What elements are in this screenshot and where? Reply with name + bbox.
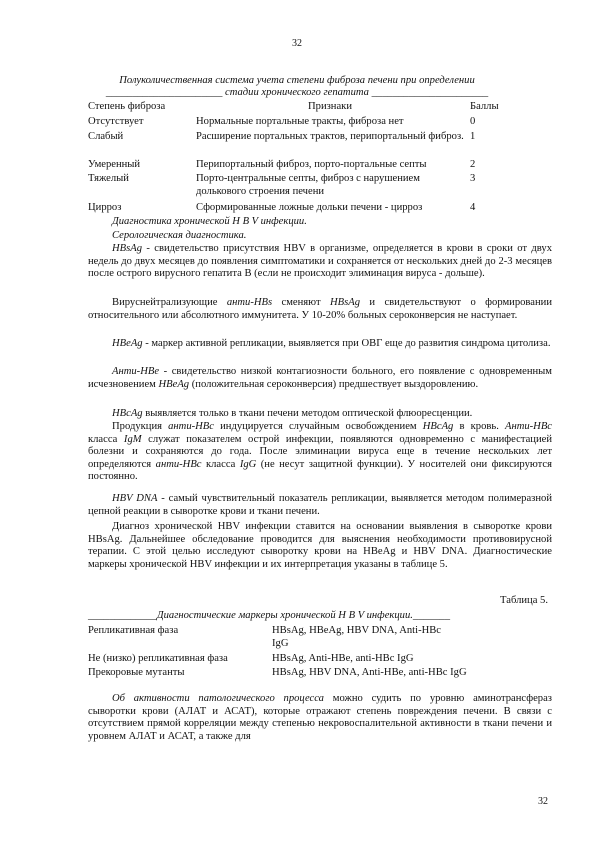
table1-row-score: 4 (470, 202, 476, 213)
table5-label: Таблица 5. (500, 595, 548, 606)
caption-rule-left: ______________________ (105, 87, 223, 98)
table1-row-grade: Цирроз (88, 202, 122, 213)
table1-caption-line1: Полуколичественная система учета степени фиброза печени при определении (119, 75, 475, 86)
caption-rule-right: ______________________ (371, 87, 489, 98)
table1-header-score: Баллы (470, 101, 499, 112)
page-number-bottom: 32 (538, 796, 548, 807)
table1-row-signs: Перипортальный фиброз, порто-портальные септы (196, 159, 427, 170)
paragraph-hbv-dna: HBV DNA - самый чувствительный показатель репликации, выявляется методом полимеразной цепной реакции в сыворотке крови и ткани печени. (88, 493, 552, 517)
table1-row-signs: Нормальные портальные тракты, фиброза нет (196, 116, 404, 127)
table1-row-score: 2 (470, 159, 476, 170)
term-hbsag: HBsAg (112, 243, 143, 254)
table1-row-grade: Отсутствует (88, 116, 144, 127)
table1-header-signs: Признаки (308, 101, 352, 112)
paragraph-anti-hbe: Анти-HBe - свидетельство низкой контагиозности больного, его появление с одновременным исчезновением HBeAg (положительная сероконверсия) предшествует выздоровлению. (88, 366, 552, 390)
page-number-top: 32 (292, 38, 302, 49)
paragraph-anti-hbs: Вируснейтрализующие анти-HBs сменяют HBsAg и свидетельствуют о формировании относительного или абсолютного иммунитета. У 10-20% больных сероконверсия не наступает. (88, 297, 552, 321)
paragraph-hbcag: HBcAg выявляется только в ткани печени методом оптической флюоресценции. (112, 408, 473, 419)
table5-row-markers: HBsAg, HBeAg, HBV DNA, Anti-HBc IgG (272, 625, 442, 649)
table5-row-phase: Прекоровые мутанты (88, 667, 185, 678)
paragraph-anti-hbc: Продукция анти-HBc индуцируется случайным освобождением HBcAg в кровь. Анти-HBc класса IgM служат показателем острой инфекции, появляются одновременно с манифестацией болезни и сохраняются до года. После элиминации вируса еще в течение нескольких лет определяются анти-HBc класса IgG (не несут защитной функции). У носителей они фиксируются постоянно. (88, 421, 553, 483)
caption-text: Диагностические маркеры хронической H B V инфекции. (156, 610, 413, 621)
paragraph-diagnosis: Диагноз хронической HBV инфекции ставится на основании выявления в сыворотке крови HBsAg. Дальнейшее обследование проводится для выяснения необходимости противовирусной терапии. С этой целью исследуют сыворотку крови на HBeAg и HBV DNA. Диагностические маркеры хронической HBV инфекции и их интерпретация указаны в таблице 5. (88, 521, 552, 570)
table1-row-signs: Расширение портальных трактов, перипортальный фиброз. (196, 131, 464, 142)
table1-row-grade: Тяжелый (88, 173, 129, 184)
table1-row-score: 3 (470, 173, 476, 184)
table1-caption-line2 (0, 87, 594, 98)
table5-caption (88, 610, 450, 621)
section-subtitle: Серологическая диагностика. (112, 230, 247, 241)
caption-rule-right: _______ (412, 610, 450, 621)
table1-row-grade: Умеренный (88, 159, 141, 170)
caption-rule-left: _____________ (88, 610, 157, 621)
table1-row-signs: Сформированные ложные дольки печени - цирроз (196, 202, 423, 213)
table1-row-score: 0 (470, 116, 476, 127)
table1-row-score: 1 (470, 131, 476, 142)
caption-text: стадии хронического гепатита (225, 87, 369, 98)
table1-row-grade: Слабый (88, 131, 124, 142)
table5-row-phase: Не (низко) репликативная фаза (88, 653, 228, 664)
paragraph-activity: Об активности патологического процесса можно судить по уровню аминотрансфераз сыворотки крови (АЛАТ и АСАТ), которые отражают степень повреждения печени. В связи с отсутствием прямой корреляции между степенью некровоспалительной активности в ткани печени и уровнем АЛАТ и АСАТ, а также для (88, 693, 552, 742)
section-title: Диагностика хронической H B V инфекции. (112, 216, 307, 227)
table1-header-grade: Степень фиброза (88, 101, 166, 112)
table1-row-signs: Порто-центральные септы, фиброз с нарушением долькового строения печени (196, 173, 420, 197)
table5-row-markers: HBsAg, Anti-HBe, anti-HBc IgG (272, 653, 414, 664)
table5-row-markers: HBsAg, HBV DNA, Anti-HBe, anti-HBc IgG (272, 667, 467, 678)
paragraph-hbeag: HBeAg - маркер активной репликации, выявляется при ОВГ еще до развития синдрома цитолиза. (112, 338, 551, 349)
paragraph-hbsag: HBsAg - свидетельство присутствия HBV в организме, определяется в крови в сроки от двух недель до двух месяцев до появления симптоматики и сохраняется от нескольких дней до 2-3 месяцев после острого вирусного гепатита В (если не происходит элиминация вируса - дольше). (88, 243, 552, 280)
table5-row-phase: Репликативная фаза (88, 625, 179, 636)
